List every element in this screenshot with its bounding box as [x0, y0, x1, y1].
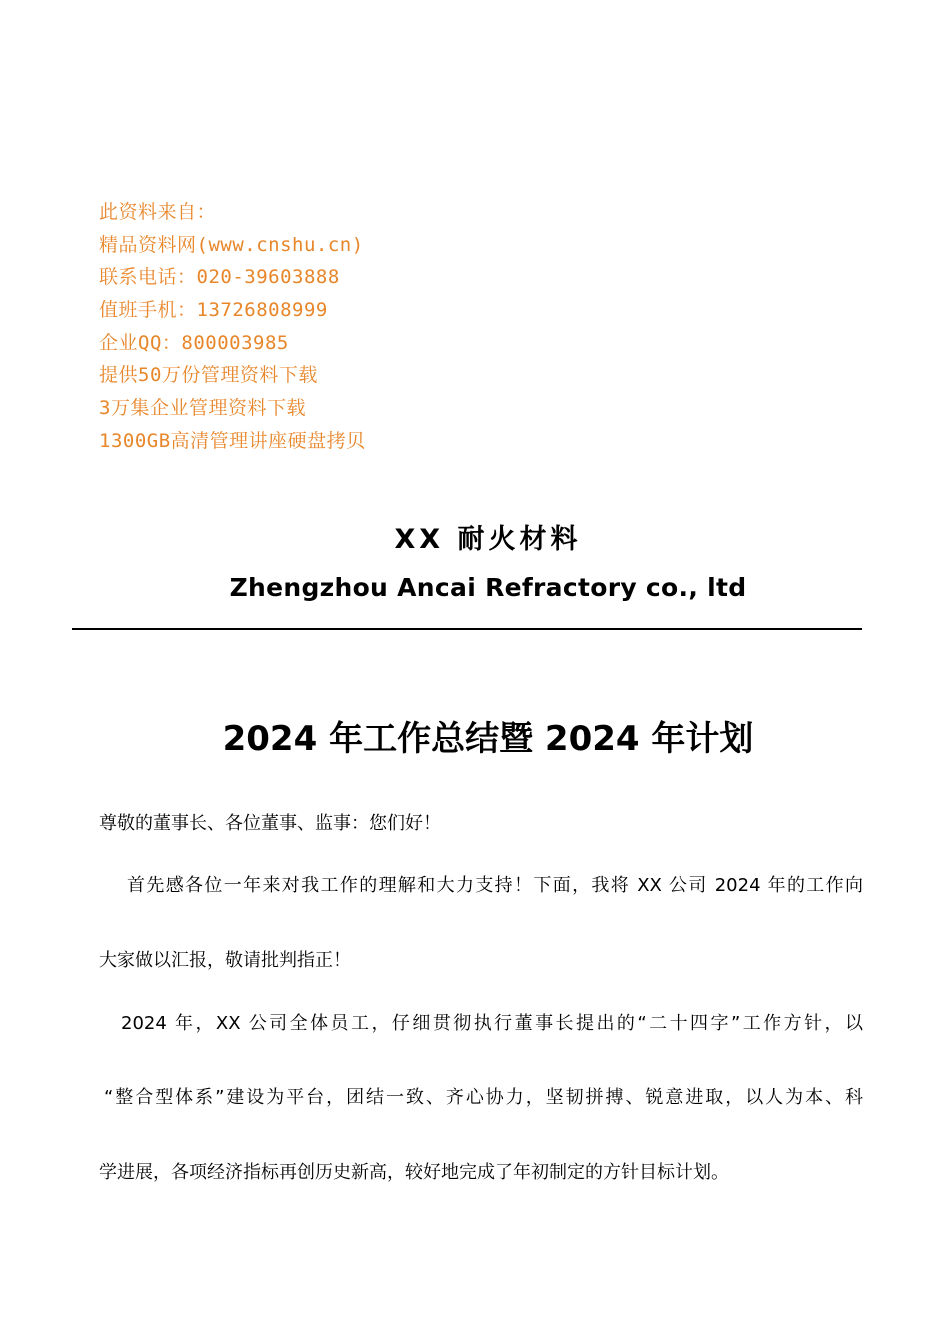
document-title: 2024 年工作总结暨 2024 年计划 [222, 719, 754, 759]
promo-qq-line: 企业QQ：800003985 [99, 331, 289, 354]
company-name-chinese: XX 耐火材料 [394, 524, 582, 555]
promo-phone-line: 联系电话：020-39603888 [99, 266, 340, 289]
header-divider [72, 628, 862, 630]
paragraph-2-line-2: “整合型体系”建设为平台，团结一致、齐心协力，坚韧拼搏、锐意进取，以人为本、科 [104, 1087, 863, 1108]
promo-offer-line-2: 3万集企业管理资料下载 [99, 397, 306, 420]
paragraph-1-line-1: 首先感各位一年来对我工作的理解和大力支持！下面，我将 XX 公司 2024 年的工作向 [127, 875, 863, 896]
promo-source-line: 此资料来自： [99, 201, 217, 223]
company-name-english: Zhengzhou Ancai Refractory co., ltd [229, 573, 747, 602]
paragraph-2-line-3: 学进展，各项经济指标再创历史新高，较好地完成了年初制定的方针目标计划。 [99, 1162, 729, 1183]
promo-mobile-line: 值班手机：13726808999 [99, 299, 328, 322]
paragraph-1-line-2: 大家做以汇报，敬请批判指正！ [99, 950, 351, 971]
promo-block [99, 196, 519, 458]
paragraph-2-line-1: 2024 年，XX 公司全体员工，仔细贯彻执行董事长提出的“二十四字”工作方针，以 [121, 1013, 863, 1034]
salutation: 尊敬的董事长、各位董事、监事：您们好！ [99, 813, 441, 834]
promo-website-line: 精品资料网(www.cnshu.cn) [99, 233, 364, 256]
promo-offer-line-1: 提供50万份管理资料下载 [99, 364, 318, 387]
promo-offer-line-3: 1300GB高清管理讲座硬盘拷贝 [99, 429, 366, 452]
